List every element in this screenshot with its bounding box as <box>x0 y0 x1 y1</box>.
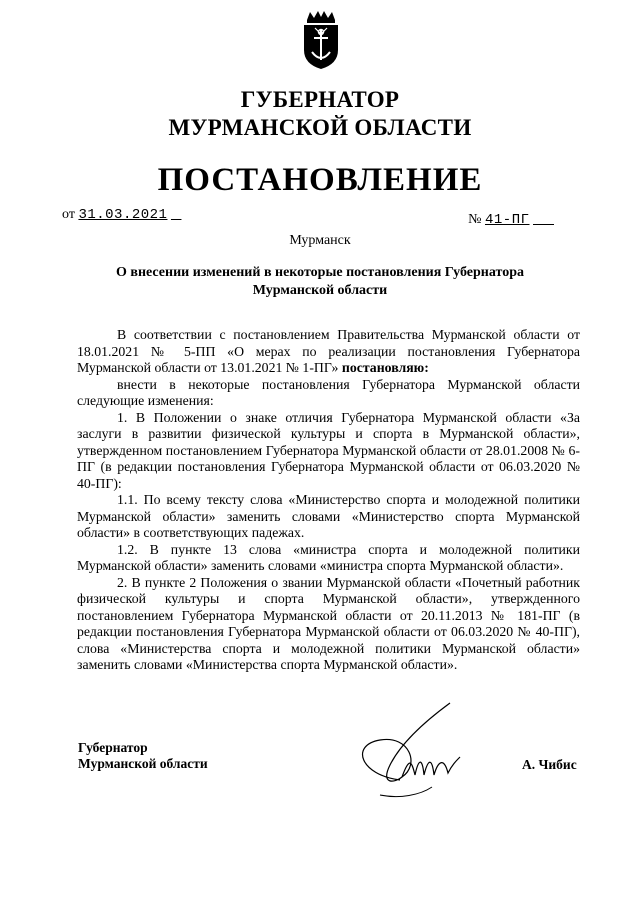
body-paragraph-3: 1. В Положении о знаке отличия Губернатора Мурманской области «За заслуги в развитии физической культуры и спорта в Мурманской области», утвержденном постановлением Губернатора Мурманской области от 28.01.2008 № 6-ПГ (в редакции постановления Губернатора Мурманской области от 06.03.2020 № 40-ПГ): <box>77 409 580 491</box>
signatory-title-line-1: Губернатор <box>78 740 148 755</box>
body-preamble: В соответствии с постановлением Правительства Мурманской области от 18.01.2021 № 5-ПП «О мерах по реализации постановления Губернатора Мурманской области от 13.01.2021 № 1-ПГ» <box>77 327 580 375</box>
subject-line-1: О внесении изменений в некоторые постановления Губернатора <box>116 265 524 280</box>
body-paragraph-4: 1.1. По всему тексту слова «Министерство спорта и молодежной политики Мурманской области» заменить словами «Министерство спорта Мурманской области» в соответствующих падежах. <box>77 492 580 540</box>
document-subject <box>0 264 640 300</box>
handwritten-signature <box>340 695 515 805</box>
date-value: 31.03.2021 <box>78 207 168 223</box>
body-paragraph-6: 2. В пункте 2 Положения о звании Мурманской области «Почетный работник физической культуры и спорта Мурманской области», утвержденного постановлением Губернатора Мурманской области от 20.11.2013 № 181-ПГ (в редакции постановления Губернатора Мурманской области от 06.03.2020 № 40-ПГ), слова «Министерства спорта и молодежной политики Мурманской области» заменить словами «Министерства спорта Мурманской области». <box>77 574 580 672</box>
signatory-title-line-2: Мурманской области <box>78 756 208 771</box>
document-date <box>62 207 181 223</box>
issuer-line-2: МУРМАНСКОЙ ОБЛАСТИ <box>168 115 472 140</box>
coat-of-arms-icon <box>301 10 341 70</box>
document-type-heading: ПОСТАНОВЛЕНИЕ <box>157 162 483 198</box>
date-prefix: от <box>62 207 75 222</box>
body-paragraph-2: внести в некоторые постановления Губернатора Мурманской области следующие изменения: <box>77 376 580 408</box>
issuer-line-1: ГУБЕРНАТОР <box>240 87 400 112</box>
body-paragraph-5: 1.2. В пункте 13 слова «министра спорта и молодежной политики Мурманской области» заменить словами «министра спорта Мурманской области». <box>77 541 580 573</box>
subject-line-2: Мурманской области <box>252 283 388 298</box>
document-body <box>77 327 580 674</box>
number-prefix: № <box>468 212 482 227</box>
signatory-name: А. Чибис <box>522 757 577 772</box>
number-value: 41-ПГ <box>484 212 530 228</box>
document-number <box>468 212 554 228</box>
document-city: Мурманск <box>289 233 351 248</box>
issuer-heading <box>0 86 640 142</box>
body-resolution-word: постановляю: <box>341 360 429 375</box>
body-paragraph-1 <box>77 327 580 377</box>
signatory-title <box>78 740 208 772</box>
